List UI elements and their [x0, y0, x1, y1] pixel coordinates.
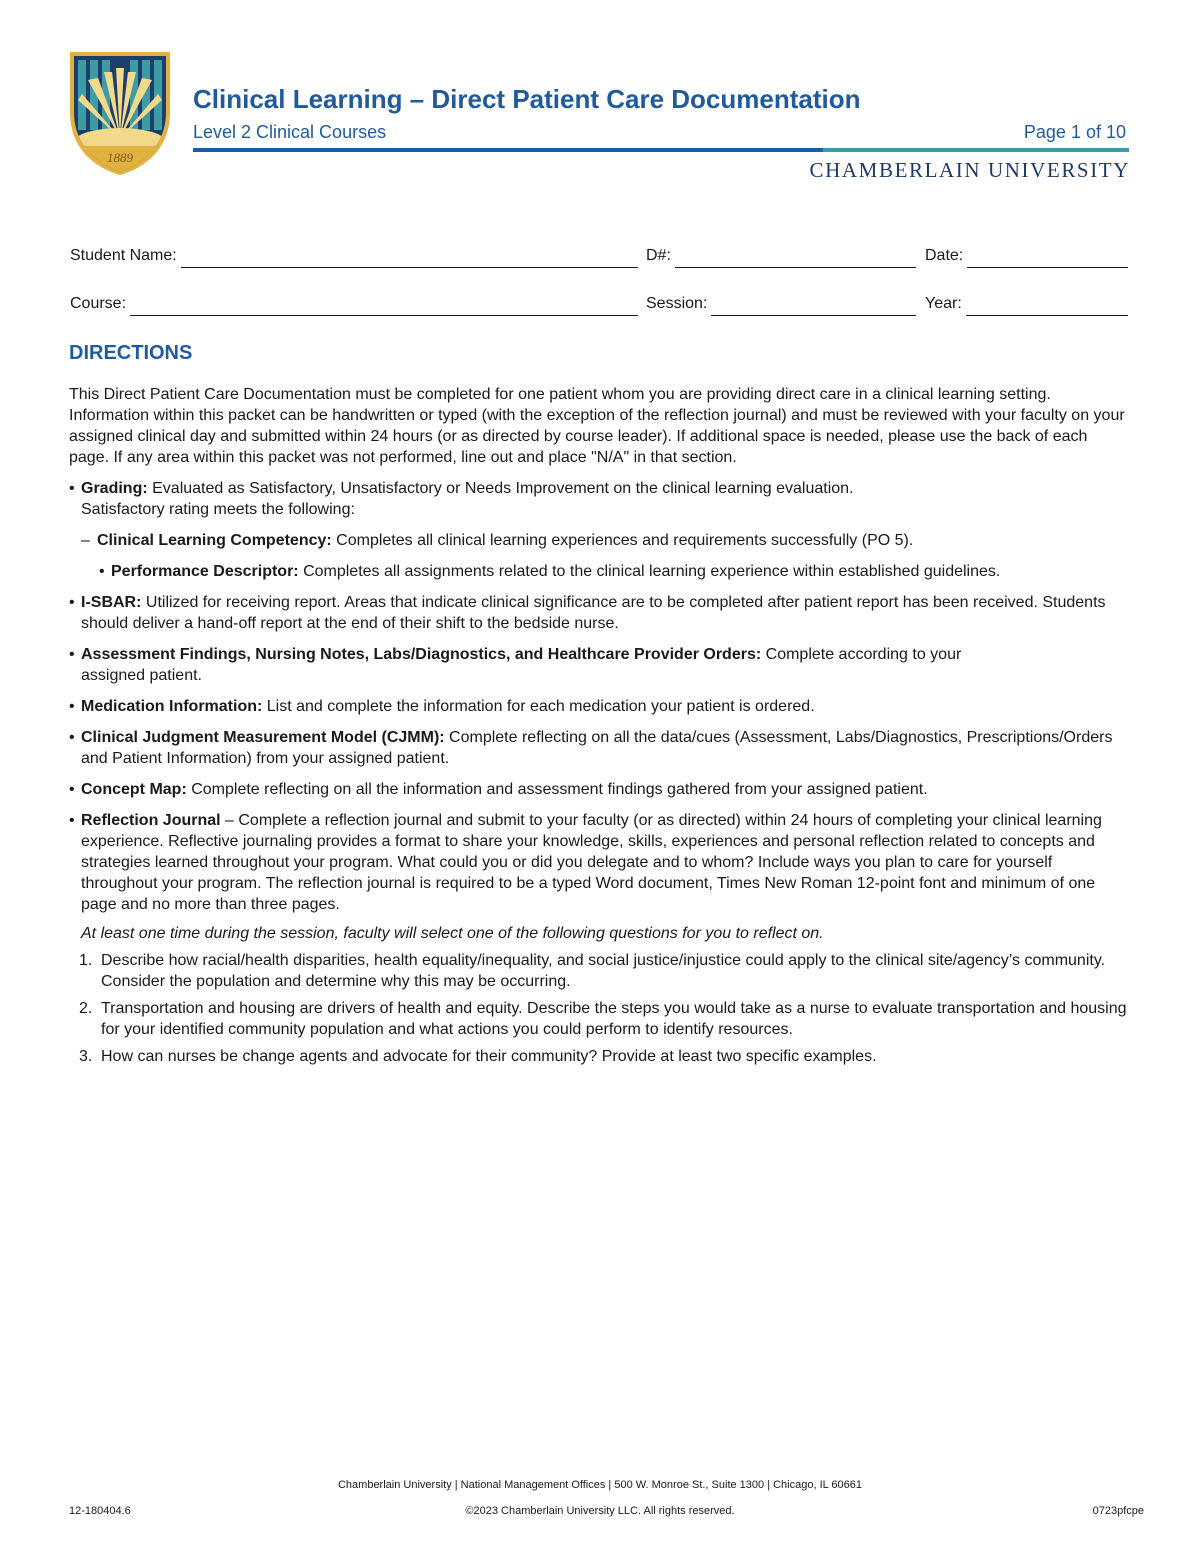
list-item-isbar: • I-SBAR: Utilized for receiving report. Areas that indicate clinical significance are to be completed after patient report has been received. Students should deliver a hand-off report at the end of their shift to the bedside nurse. — [69, 594, 1106, 632]
isbar-text: Utilized for receiving report. Areas that indicate clinical significance are to be completed after patient report has been received. Students should deliver a hand-off report at the end of their shift to the bedside nurse. — [81, 594, 1106, 632]
date-label: Date: — [925, 247, 964, 264]
session-line[interactable] — [711, 296, 916, 316]
session-label: Session: — [646, 295, 708, 312]
footer-copyright: ©2023 Chamberlain University LLC. All rights reserved. — [465, 1505, 735, 1517]
concept-label: Concept Map: — [81, 781, 187, 798]
question-number: 3. — [79, 1048, 93, 1065]
session-field[interactable] — [646, 292, 916, 316]
question-number: 1. — [79, 952, 93, 969]
student-name-line[interactable] — [181, 248, 638, 268]
reflection-questions-list — [69, 950, 1131, 1067]
list-item-assessment: • Assessment Findings, Nursing Notes, Labs/Diagnostics, and Healthcare Provider Orders: Complete according to your assigned patient. — [69, 646, 962, 684]
form-row-2 — [70, 292, 1128, 316]
university-wordmark: CHAMBERLAIN UNIVERSITY — [809, 158, 1130, 182]
medication-text: List and complete the information for each medication your patient is ordered. — [262, 698, 815, 715]
question-text: How can nurses be change agents and advocate for their community? Provide at least two specific examples. — [101, 1048, 877, 1065]
date-field[interactable] — [925, 244, 1128, 268]
question-number: 2. — [79, 1000, 93, 1017]
year-field[interactable] — [925, 292, 1128, 316]
competency-text: Completes all clinical learning experiences and requirements successfully (PO 5). — [331, 532, 914, 549]
medication-label: Medication Information: — [81, 698, 263, 715]
seal-year: 1889 — [107, 150, 133, 165]
grading-sub: Satisfactory rating meets the following: — [81, 501, 355, 518]
question-item — [79, 950, 1131, 992]
list-item-descriptor: • Performance Descriptor: Completes all assignments related to the clinical learning experience within established guidelines. — [99, 563, 1001, 580]
footer-document-code: 12-180404.6 — [69, 1505, 131, 1517]
question-item — [79, 1046, 1131, 1067]
assessment-text: Complete according to your assigned patient. — [81, 646, 962, 684]
d-number-label: D#: — [646, 247, 671, 264]
competency-label: Clinical Learning Competency: — [97, 532, 332, 549]
d-number-line[interactable] — [675, 248, 916, 268]
list-item-competency: – Clinical Learning Competency: Completes all clinical learning experiences and requirements successfully (PO 5). — [81, 532, 914, 549]
list-item-medication: • Medication Information: List and complete the information for each medication your patient is ordered. — [69, 698, 815, 715]
footer-form-code: 0723pfcpe — [1092, 1505, 1144, 1517]
reflection-label: Reflection Journal — [81, 812, 221, 829]
descriptor-label: Performance Descriptor: — [111, 563, 299, 580]
question-text: Describe how racial/health disparities, health equality/inequality, and social justice/injustice could apply to the clinical site/agency’s community. Consider the population and determine why this may be occurring. — [101, 952, 1106, 990]
list-item-concept-map: • Concept Map: Complete reflecting on all the information and assessment findings gathered from your assigned patient. — [69, 781, 928, 798]
course-line[interactable] — [130, 296, 638, 316]
list-item-grading: • Grading: Evaluated as Satisfactory, Unsatisfactory or Needs Improvement on the clinical learning evaluation. Satisfactory rating meets the following: — [69, 478, 1131, 520]
question-text: Transportation and housing are drivers of health and equity. Describe the steps you would take as a nurse to evaluate transportation and housing for your identified community population and what actions you could perform to identify resources. — [101, 1000, 1127, 1038]
directions-heading: DIRECTIONS — [69, 342, 193, 364]
course-label: Course: — [70, 295, 127, 312]
year-label: Year: — [925, 295, 962, 312]
list-item-cjmm: • Clinical Judgment Measurement Model (CJMM): Complete reflecting on all the data/cues (Assessment, Labs/Diagnostics, Prescriptions/Orders and Patient Information) from your assigned patient. — [69, 729, 1113, 767]
cjmm-label: Clinical Judgment Measurement Model (CJMM): — [81, 729, 445, 746]
date-line[interactable] — [967, 248, 1128, 268]
university-seal-logo — [68, 50, 172, 176]
student-name-label: Student Name: — [70, 247, 177, 264]
document-subtitle: Level 2 Clinical Courses — [193, 122, 387, 142]
grading-label: Grading: — [81, 480, 148, 497]
reflection-text: – Complete a reflection journal and submit to your faculty (or as directed) within 24 hours of completing your clinical learning experience. Reflective journaling provides a format to share your knowledge, skills, experiences and personal reflection related to concepts and strategies learned throughout your program. What could you or did you delegate and to whom? Include ways you plan to care for yourself throughout your program. The reflection journal is required to be a typed Word document, Times New Roman 12-point font and minimum of one page and no more than three pages. — [81, 812, 1102, 913]
isbar-label: I-SBAR: — [81, 594, 142, 611]
concept-text: Complete reflecting on all the information and assessment findings gathered from your assigned patient. — [186, 781, 928, 798]
grading-text: Evaluated as Satisfactory, Unsatisfactory or Needs Improvement on the clinical learning evaluation. — [147, 480, 854, 497]
page-number: Page 1 of 10 — [1023, 122, 1126, 142]
question-item — [79, 998, 1131, 1040]
d-number-field[interactable] — [646, 244, 916, 268]
header-rule-teal — [823, 148, 1129, 152]
document-title: Clinical Learning – Direct Patient Care Documentation — [193, 84, 861, 114]
assessment-label: Assessment Findings, Nursing Notes, Labs/Diagnostics, and Healthcare Provider Orders: — [81, 646, 762, 663]
directions-intro: This Direct Patient Care Documentation must be completed for one patient whom you are providing direct care in a clinical learning setting. Information within this packet can be handwritten or typed (with the exception of the reflection journal) and must be reviewed with your faculty on your assigned clinical day and submitted within 24 hours (or as directed by course leader). If additional space is needed, please use the back of each page. If any area within this packet was not performed, line out and place "N/A" in that section. — [69, 386, 1125, 466]
year-line[interactable] — [966, 296, 1128, 316]
course-field[interactable] — [70, 292, 638, 316]
student-name-field[interactable] — [70, 244, 638, 268]
directions-body — [69, 384, 1131, 1073]
list-item-reflection: • Reflection Journal – Complete a reflection journal and submit to your faculty (or as directed) within 24 hours of completing your clinical learning experience. Reflective journaling provides a format to share your knowledge, skills, experiences and personal reflection related to concepts and strategies learned throughout your program. What could you or did you delegate and to whom? Include ways you plan to care for yourself throughout your program. The reflection journal is required to be a typed Word document, Times New Roman 12-point font and minimum of one page and no more than three pages. — [69, 812, 1102, 913]
faculty-select-note: At least one time during the session, faculty will select one of the following questions for you to reflect on. — [81, 925, 824, 942]
descriptor-text: Completes all assignments related to the clinical learning experience within established guidelines. — [298, 563, 1001, 580]
form-row-1 — [70, 244, 1128, 268]
footer-address: Chamberlain University | National Management Offices | 500 W. Monroe St., Suite 1300 | Chicago, IL 60661 — [337, 1479, 862, 1491]
header-rule-blue — [193, 148, 823, 152]
cjmm-text: Complete reflecting on all the data/cues (Assessment, Labs/Diagnostics, Prescriptions/Orders and Patient Information) from your assigned patient. — [81, 729, 1113, 767]
